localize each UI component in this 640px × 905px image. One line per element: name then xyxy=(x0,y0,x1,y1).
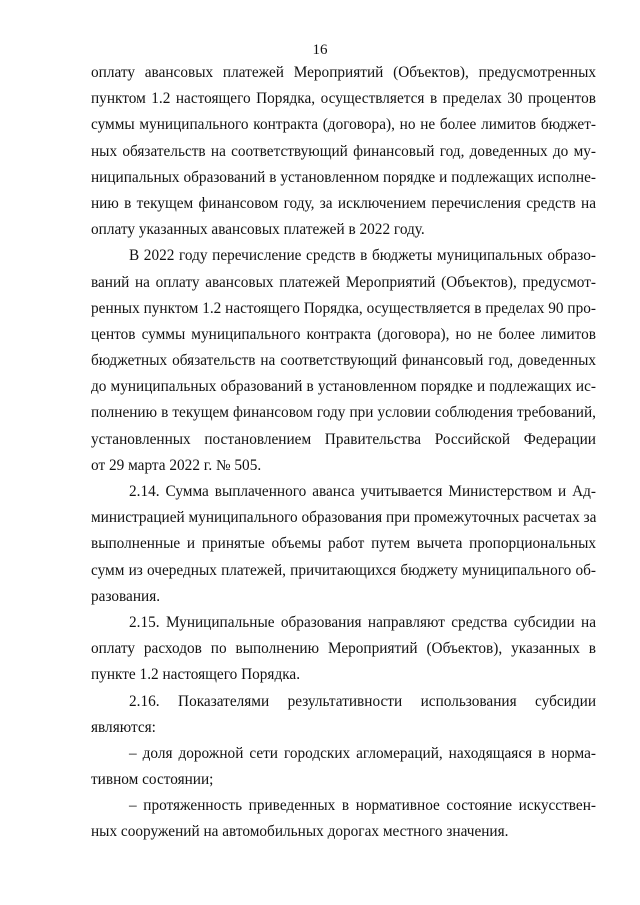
text-line: нию в текущем финансовом году, за исключением перечисления средств на xyxy=(91,194,596,212)
text-line: – доля дорожной сети городских агломераций, находящаяся в норма- xyxy=(129,744,596,762)
paragraph xyxy=(91,689,596,741)
page-number: 16 xyxy=(312,42,328,58)
text-line: установленных постановлением Правительства Российской Федерации xyxy=(91,430,596,448)
text-line: тивном состоянии; xyxy=(91,771,214,789)
text-line: ниципальных образований в установленном порядке и подлежащих исполне- xyxy=(91,168,596,186)
text-line: до муниципальных образований в установленном порядке и подлежащих ис- xyxy=(91,378,596,396)
text-line: В 2022 году перечисление средств в бюджеты муниципальных образо- xyxy=(129,247,596,265)
paragraph xyxy=(91,479,596,610)
text-line: оплату указанных авансовых платежей в 2022 году. xyxy=(91,221,425,239)
paragraph xyxy=(91,610,596,689)
text-line: – протяженность приведенных в нормативное состояние искусствен- xyxy=(129,797,596,815)
text-line: суммы муниципального контракта (договора), но не более лимитов бюджет- xyxy=(91,116,596,134)
text-line: являются: xyxy=(91,718,156,736)
paragraph xyxy=(91,793,596,845)
text-line: полнению в текущем финансовом году при условии соблюдения требований, xyxy=(91,404,596,422)
paragraph xyxy=(91,243,596,479)
text-line: оплату авансовых платежей Мероприятий (Объектов), предусмотренных xyxy=(91,64,596,81)
text-line: 2.15. Муниципальные образования направляют средства субсидии на xyxy=(129,613,596,631)
text-line: пункте 1.2 настоящего Порядка. xyxy=(91,666,301,684)
text-line: министрацией муниципального образования при промежуточных расчетах за xyxy=(91,509,597,527)
text-line: 2.14. Сумма выплаченного аванса учитывается Министерством и Ад- xyxy=(129,483,596,500)
text-line: ваний на оплату авансовых платежей Мероприятий (Объектов), предусмот- xyxy=(91,273,596,291)
text-line: оплату расходов по выполнению Мероприятий (Объектов), указанных в xyxy=(91,640,596,658)
text-line: ренных пунктом 1.2 настоящего Порядка, осуществляется в пределах 90 про- xyxy=(91,299,596,317)
text-line: выполненные и принятые объемы работ путем вычета пропорциональных xyxy=(91,535,596,553)
text-line: бюджетных обязательств на соответствующий финансовый год, доведенных xyxy=(91,352,596,370)
text-line: сумм из очередных платежей, причитающихся бюджету муниципального об- xyxy=(91,561,596,579)
text-line: ных сооружений на автомобильных дорогах местного значения. xyxy=(91,823,509,841)
text-line: 2.16. Показателями результативности использования субсидии xyxy=(129,692,596,710)
document-body xyxy=(91,60,596,846)
text-line: центов суммы муниципального контракта (договора), но не более лимитов xyxy=(91,325,596,343)
text-line: ных обязательств на соответствующий финансовый год, доведенных до му- xyxy=(91,142,596,160)
text-line: разования. xyxy=(91,587,161,605)
paragraph xyxy=(91,741,596,793)
text-line: пунктом 1.2 настоящего Порядка, осуществляется в пределах 30 процентов xyxy=(91,90,596,108)
text-line: от 29 марта 2022 г. № 505. xyxy=(91,456,262,474)
paragraph xyxy=(91,60,596,243)
